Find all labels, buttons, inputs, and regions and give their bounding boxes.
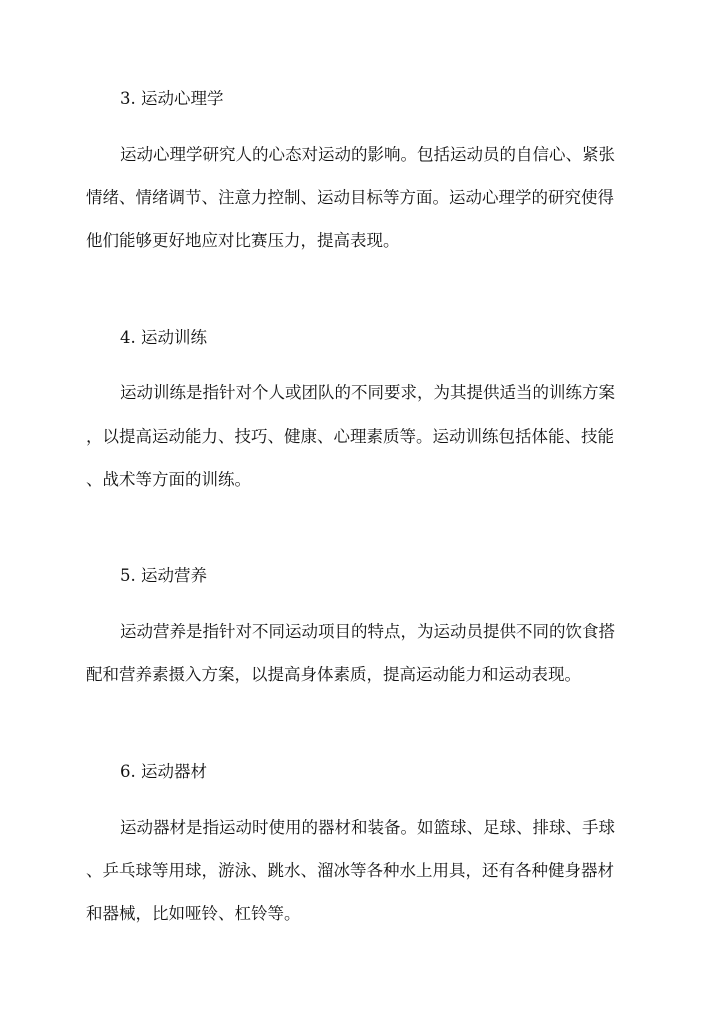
paragraph-line: 运动营养是指针对不同运动项目的特点，为运动员提供不同的饮食搭 <box>120 622 615 641</box>
paragraph-line: ，以提高运动能力、技巧、健康、心理素质等。运动训练包括体能、技能 <box>86 427 614 446</box>
section-heading-nutrition: 5. 运动营养 <box>120 566 207 585</box>
paragraph-line: 、战术等方面的训练。 <box>86 470 251 489</box>
paragraph-line: 运动器材是指运动时使用的器材和装备。如篮球、足球、排球、手球 <box>120 818 615 837</box>
paragraph-line: 情绪、情绪调节、注意力控制、运动目标等方面。运动心理学的研究使得 <box>86 188 614 207</box>
paragraph-line: 运动训练是指针对个人或团队的不同要求，为其提供适当的训练方案 <box>120 383 615 402</box>
paragraph-line: 配和营养素摄入方案，以提高身体素质，提高运动能力和运动表现。 <box>86 665 581 684</box>
section-heading-training: 4. 运动训练 <box>120 328 207 347</box>
section-heading-equipment: 6. 运动器材 <box>120 762 207 781</box>
paragraph-line: 和器械，比如哑铃、杠铃等。 <box>86 904 301 923</box>
paragraph-line: 他们能够更好地应对比赛压力，提高表现。 <box>86 231 400 250</box>
paragraph-line: 运动心理学研究人的心态对运动的影响。包括运动员的自信心、紧张 <box>120 145 615 164</box>
section-heading-psychology: 3. 运动心理学 <box>120 89 224 108</box>
paragraph-line: 、乒乓球等用球，游泳、跳水、溜冰等各种水上用具，还有各种健身器材 <box>86 861 614 880</box>
